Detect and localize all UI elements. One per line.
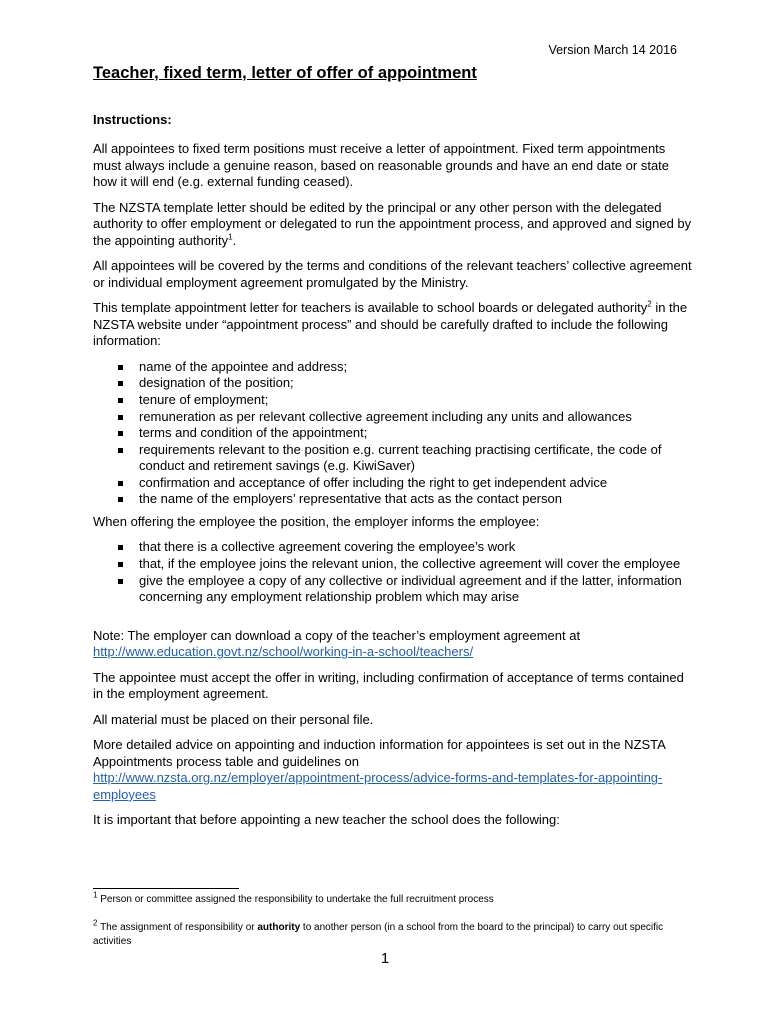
list-item: terms and condition of the appointment; bbox=[139, 425, 693, 442]
list-item: requirements relevant to the position e.g. current teaching practising certificate, the code of conduct and retirement savings (e.g. KiwiSaver) bbox=[139, 442, 693, 475]
paragraph-acceptance: The appointee must accept the offer in writing, including confirmation of acceptance of terms contained in the employment agreement. bbox=[93, 669, 684, 702]
list-item: that, if the employee joins the relevant union, the collective agreement will cover the employee bbox=[139, 556, 693, 573]
list-item: name of the appointee and address; bbox=[139, 359, 693, 376]
list-item: confirmation and acceptance of offer including the right to get independent advice bbox=[139, 475, 693, 492]
paragraph-template-availability: This template appointment letter for teachers is available to school boards or delegated authority$^2$ in the NZSTA website under “appointment process” and should be carefully drafted to include the following information: bbox=[93, 299, 688, 349]
paragraph-before-appointing: It is important that before appointing a new teacher the school does the following: bbox=[93, 812, 560, 828]
footnote-2: $^2$ The assignment of responsibility or authority to another person (in a school from the board to the principal) to carry out specific activities bbox=[93, 918, 664, 947]
paragraph-note: Note: The employer can download a copy of the teacher’s employment agreement at http://www.education.govt.nz/school/working-in-a-school/teachers/ bbox=[93, 627, 581, 660]
footnote-separator bbox=[93, 888, 239, 889]
list-item: tenure of employment; bbox=[139, 392, 693, 409]
required-information-list bbox=[93, 359, 693, 508]
version-label: Version March 14 2016 bbox=[548, 43, 677, 57]
employee-information-list bbox=[93, 539, 693, 605]
paragraph-template-letter: The NZSTA template letter should be edited by the principal or any other person with the delegated authority to offer employment or delegated to run the appointment process, and approved and signed by the appointing authority$^1$. bbox=[93, 199, 692, 248]
list-item: designation of the position; bbox=[139, 375, 693, 392]
list-item: give the employee a copy of any collective or individual agreement and if the latter, information concerning any employment relationship problem which may arise bbox=[139, 573, 693, 606]
paragraph-offering: When offering the employee the position, the employer informs the employee: bbox=[93, 514, 540, 530]
paragraph-advice: More detailed advice on appointing and induction information for appointees is set out in the NZSTA Appointments process table and guidelines on http://www.nzsta.org.nz/employer/appointment-process/advice-forms-and-templates-for-appointing-employees bbox=[93, 737, 666, 802]
list-item: the name of the employers’ representative that acts as the contact person bbox=[139, 491, 693, 508]
paragraph-fixed-term: All appointees to fixed term positions must receive a letter of appointment. Fixed term appointments must always include a genuine reason, based on reasonable grounds and have an end date or state how it will end (e.g. external funding ceased). bbox=[93, 141, 670, 190]
instructions-heading: Instructions: bbox=[93, 112, 172, 127]
list-item: remuneration as per relevant collective agreement including any units and allowances bbox=[139, 409, 693, 426]
footnote-ref-2[interactable]: 2 bbox=[647, 299, 652, 309]
footnote-ref-1[interactable]: 1 bbox=[228, 232, 233, 242]
list-item: that there is a collective agreement covering the employee’s work bbox=[139, 539, 693, 556]
paragraph-coverage: All appointees will be covered by the terms and conditions of the relevant teachers’ collective agreement or individual employment agreement promulgated by the Ministry. bbox=[93, 258, 692, 290]
page-number: 1 bbox=[380, 950, 390, 967]
footnote-1: $^1$ Person or committee assigned the responsibility to undertake the full recruitment process bbox=[93, 890, 494, 905]
document-title: Teacher, fixed term, letter of offer of appointment bbox=[93, 64, 477, 82]
education-govt-link[interactable]: http://www.education.govt.nz/school/working-in-a-school/teachers/ bbox=[93, 644, 474, 660]
document-body bbox=[93, 141, 693, 838]
paragraph-personal-file: All material must be placed on their personal file. bbox=[93, 711, 374, 727]
nzsta-appointment-link[interactable]: http://www.nzsta.org.nz/employer/appointment-process/advice-forms-and-templates-for-appointing-employees bbox=[93, 770, 663, 802]
